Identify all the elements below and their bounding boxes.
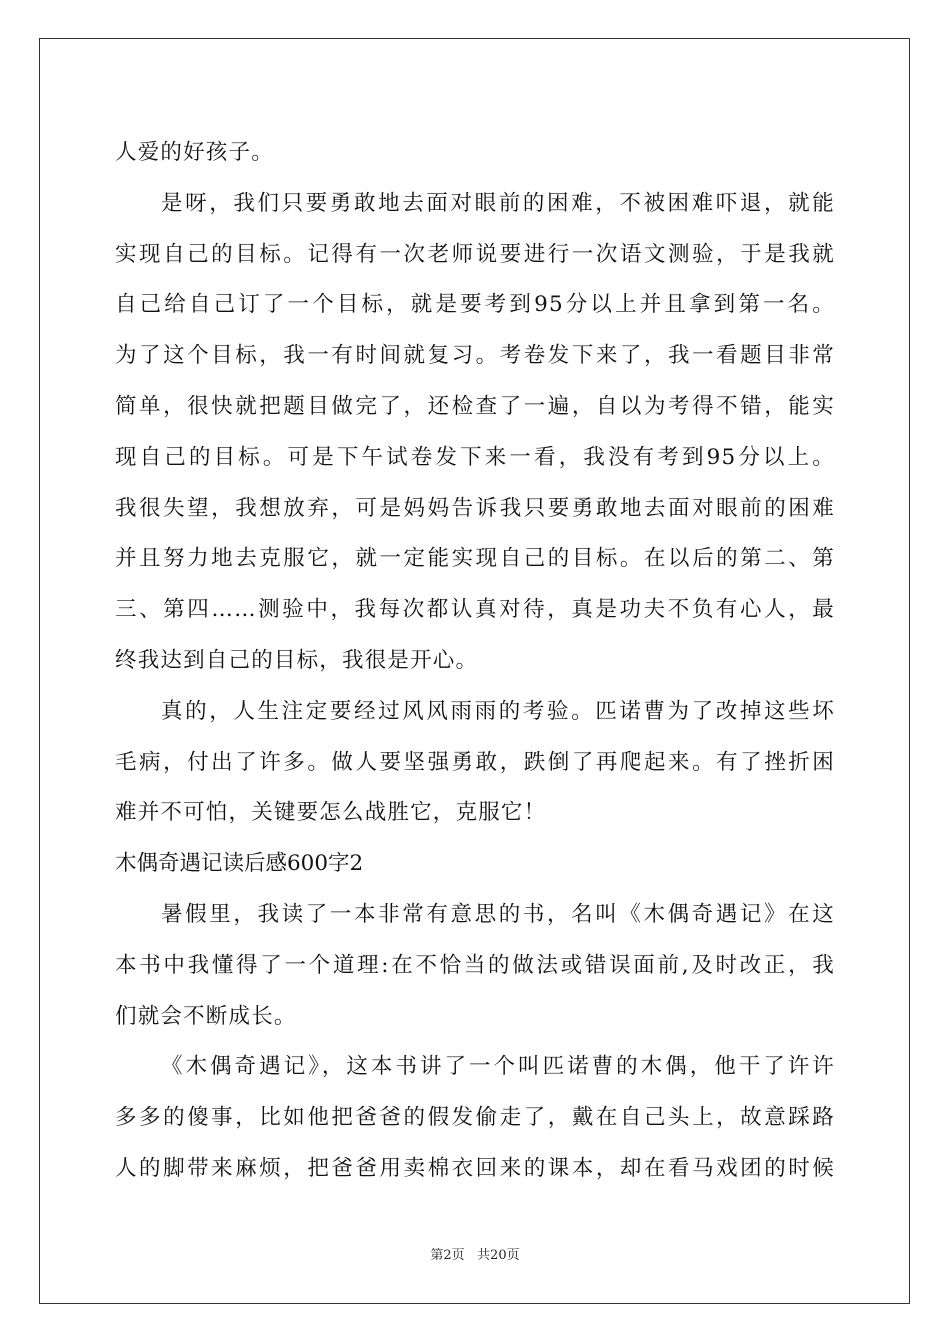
text-line: 毛病，付出了许多。做人要坚强勇敢，跌倒了再爬起来。有了挫折困 (115, 749, 835, 775)
document-body (115, 128, 835, 1195)
text-line: 简单，很快就把题目做完了，还检查了一遍，自以为考得不错，能实 (115, 393, 835, 419)
page-footer: 第2页 共20页 (430, 1248, 520, 1263)
text-line: 是呀，我们只要勇敢地去面对眼前的困难，不被困难吓退，就能 (161, 190, 835, 216)
text-line: 人的脚带来麻烦，把爸爸用卖棉衣回来的课本，却在看马戏团的时候 (115, 1155, 835, 1181)
text-line: 《木偶奇遇记》，这本书讲了一个叫匹诺曹的木偶，他干了许许 (161, 1054, 835, 1080)
text-line: 多多的傻事，比如他把爸爸的假发偷走了，戴在自己头上，故意踩路 (115, 1105, 835, 1131)
section-heading: 木偶奇遇记读后感600字2 (115, 851, 364, 877)
text-line: 并且努力地去克服它，就一定能实现自己的目标。在以后的第二、第 (115, 546, 835, 572)
text-line: 终我达到自己的目标，我很是开心。 (115, 647, 479, 673)
text-line: 本书中我懂得了一个道理:在不恰当的做法或错误面前,及时改正，我 (115, 952, 835, 978)
text-line: 人爱的好孩子。 (115, 140, 274, 165)
text-line: 真的，人生注定要经过风风雨雨的考验。匹诺曹为了改掉这些坏 (161, 698, 835, 724)
text-line: 自己给自己订了一个目标，就是要考到95分以上并且拿到第一名。 (115, 292, 835, 318)
text-line: 现自己的目标。可是下午试卷发下来一看，我没有考到95分以上。 (115, 444, 835, 470)
text-line: 难并不可怕，关键要怎么战胜它，克服它！ (115, 800, 547, 826)
text-line: 实现自己的目标。记得有一次老师说要进行一次语文测验，于是我就 (115, 241, 835, 267)
text-line: 暑假里，我读了一本非常有意思的书，名叫《木偶奇遇记》在这 (161, 901, 835, 927)
text-line: 们就会不断成长。 (115, 1003, 297, 1029)
text-line: 三、第四……测验中，我每次都认真对待，真是功夫不负有心人，最 (115, 597, 835, 623)
text-line: 为了这个目标，我一有时间就复习。考卷发下来了，我一看题目非常 (115, 343, 835, 369)
text-line: 我很失望，我想放弃，可是妈妈告诉我只要勇敢地去面对眼前的困难 (115, 495, 835, 521)
